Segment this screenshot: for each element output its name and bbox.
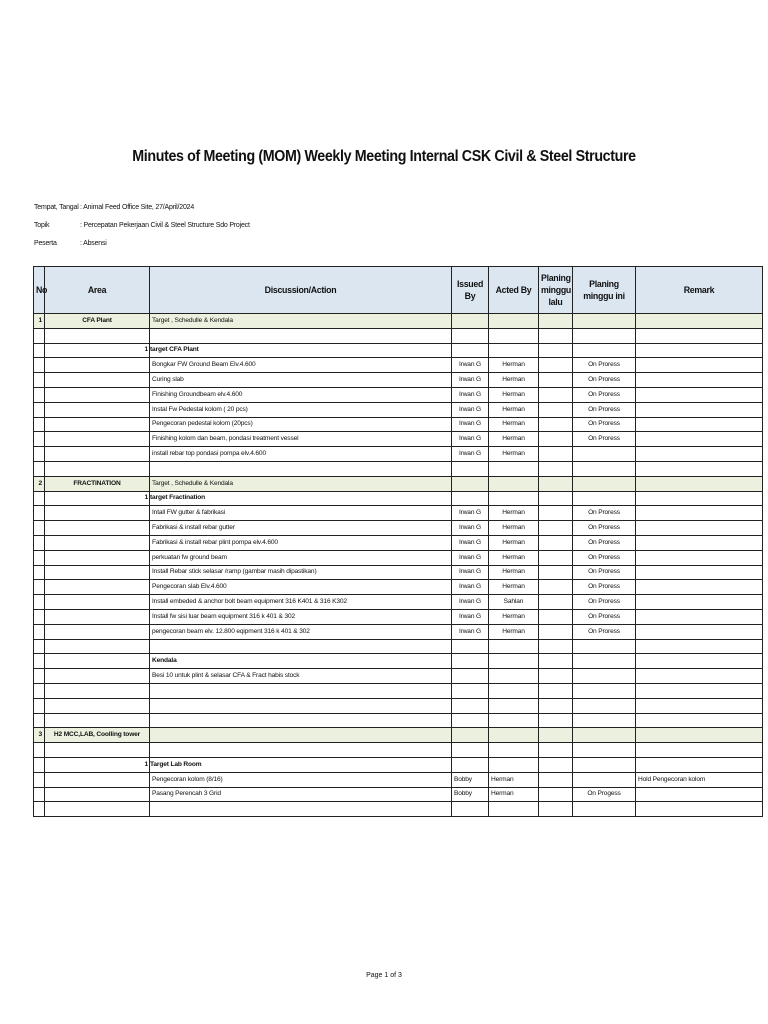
kendala-label-row xyxy=(34,654,763,669)
subsection-row xyxy=(34,491,763,506)
meta-participants-value: : Absensi xyxy=(80,240,107,247)
table-row xyxy=(34,417,763,432)
table-row xyxy=(34,787,763,802)
row-desc: Pengecoran pedestal kolom (20pcs) xyxy=(150,417,452,432)
row-plan-this: On Proress xyxy=(573,550,636,565)
subsection-number: 1 xyxy=(144,760,148,768)
row-plan-this: On Proress xyxy=(573,580,636,595)
row-plan-this: On Proress xyxy=(573,402,636,417)
subsection-number: 1 xyxy=(144,346,148,354)
row-desc: install rebar top pondasi pompa elv.4.600 xyxy=(150,447,452,462)
table-row xyxy=(34,580,763,595)
row-plan-this: On Proress xyxy=(573,565,636,580)
row-acted: Herman xyxy=(489,358,539,373)
row-desc: Curing slab xyxy=(150,373,452,388)
row-desc: Bongkar FW Ground Beam Elv.4.600 xyxy=(150,358,452,373)
empty-row xyxy=(34,461,763,476)
row-desc: Finishing Groundbeam elv.4.600 xyxy=(150,387,452,402)
table-row xyxy=(34,373,763,388)
header-plan-this-week: Planing minggu ini xyxy=(573,267,636,314)
row-issued: Irwan G xyxy=(452,535,489,550)
row-issued: Bobby xyxy=(452,772,489,787)
table-row xyxy=(34,506,763,521)
row-acted: Herman xyxy=(489,624,539,639)
meta-participants-key: Peserta xyxy=(34,240,57,247)
subsection-text: target CFA Plant xyxy=(150,346,199,354)
section-desc xyxy=(150,728,452,743)
header-acted-by: Acted By xyxy=(489,267,539,314)
section-area: CFA Plant xyxy=(45,314,150,329)
row-issued: Irwan G xyxy=(452,387,489,402)
table-row xyxy=(34,432,763,447)
row-remark xyxy=(636,787,763,802)
row-desc: Install embeded & anchor bolt beam equipment 316 K401 & 316 K302 xyxy=(150,595,452,610)
row-plan-this: On Proress xyxy=(573,595,636,610)
row-acted: Herman xyxy=(489,447,539,462)
row-issued: Irwan G xyxy=(452,521,489,536)
meta-topic-value: : Percepatan Pekerjaan Civil & Steel Structure Sdo Project xyxy=(80,222,250,229)
meta-location-value: : Animal Feed Office Site, 27/April/2024 xyxy=(80,204,195,211)
empty-row xyxy=(34,683,763,698)
document-title: Minutes of Meeting (MOM) Weekly Meeting Internal CSK Civil & Steel Structure xyxy=(132,148,636,165)
row-plan-this: On Proress xyxy=(573,358,636,373)
row-acted: Herman xyxy=(489,609,539,624)
row-issued: Irwan G xyxy=(452,432,489,447)
table-row xyxy=(34,609,763,624)
empty-row xyxy=(34,639,763,654)
row-issued: Irwan G xyxy=(452,417,489,432)
row-desc: Finishing kolom dan beam, pondasi treatment vessel xyxy=(150,432,452,447)
kendala-text: Besi 10 untuk plint & selasar CFA & Fract habis stock xyxy=(150,669,452,684)
subsection-label xyxy=(144,343,452,358)
row-plan-this: On Proress xyxy=(573,432,636,447)
row-acted: Herman xyxy=(489,772,539,787)
row-issued: Irwan G xyxy=(452,506,489,521)
row-acted: Herman xyxy=(489,373,539,388)
empty-row xyxy=(34,713,763,728)
empty-row xyxy=(34,328,763,343)
table-row xyxy=(34,402,763,417)
row-issued: Irwan G xyxy=(452,580,489,595)
empty-row xyxy=(34,743,763,758)
table-row xyxy=(34,550,763,565)
table-row xyxy=(34,772,763,787)
row-desc: Install fw sisi luar beam equipment 316 k 401 & 302 xyxy=(150,609,452,624)
meta-location xyxy=(34,204,194,211)
row-acted: Herman xyxy=(489,550,539,565)
table-row xyxy=(34,624,763,639)
header-issued-by: Issued By xyxy=(452,267,489,314)
row-acted: Herman xyxy=(489,521,539,536)
row-plan-this: On Proress xyxy=(573,535,636,550)
row-acted: Herman xyxy=(489,417,539,432)
row-desc: pengecoran beam elv. 12.800 eqipment 316 k 401 & 302 xyxy=(150,624,452,639)
row-plan-this: On Proress xyxy=(573,506,636,521)
row-plan-this: On Progess xyxy=(573,787,636,802)
row-acted: Herman xyxy=(489,506,539,521)
subsection-label xyxy=(144,757,452,772)
row-desc: Pengecoran kolom (8/16) xyxy=(150,772,452,787)
subsection-row xyxy=(34,757,763,772)
row-acted: Herman xyxy=(489,402,539,417)
table-row xyxy=(34,565,763,580)
table-header-row xyxy=(34,267,763,314)
mom-table xyxy=(33,266,763,817)
table-row xyxy=(34,387,763,402)
row-acted: Herman xyxy=(489,432,539,447)
empty-row xyxy=(34,698,763,713)
table-row xyxy=(34,535,763,550)
row-plan-this: On Proress xyxy=(573,417,636,432)
meta-location-key: Tempat, Tangal xyxy=(34,204,79,211)
subsection-row xyxy=(34,343,763,358)
row-plan-this: On Proress xyxy=(573,624,636,639)
header-remark: Remark xyxy=(636,267,763,314)
row-issued: Irwan G xyxy=(452,624,489,639)
row-issued: Irwan G xyxy=(452,595,489,610)
row-plan-this: On Proress xyxy=(573,609,636,624)
table-row xyxy=(34,521,763,536)
section-no: 3 xyxy=(34,728,45,743)
row-desc: perkuatan fw ground beam xyxy=(150,550,452,565)
table-row xyxy=(34,595,763,610)
row-issued: Irwan G xyxy=(452,402,489,417)
subsection-number: 1 xyxy=(144,494,148,502)
row-issued: Irwan G xyxy=(452,565,489,580)
row-plan-this xyxy=(573,447,636,462)
subsection-text: target Fractination xyxy=(150,494,206,502)
meta-topic-key: Topik xyxy=(34,222,50,229)
section-row xyxy=(34,728,763,743)
table-row xyxy=(34,358,763,373)
header-no: No xyxy=(34,267,45,314)
page-footer: Page 1 of 3 xyxy=(366,972,402,979)
section-row xyxy=(34,314,763,329)
row-desc: Install Rebar stick selasar /ramp (gambar masih dipastikan) xyxy=(150,565,452,580)
row-acted: Herman xyxy=(489,787,539,802)
row-acted: Herman xyxy=(489,535,539,550)
meta-participants xyxy=(34,240,107,247)
section-desc: Target , Schedulle & Kendala xyxy=(150,476,452,491)
row-acted: Sahlan xyxy=(489,595,539,610)
empty-row xyxy=(34,802,763,817)
row-acted: Herman xyxy=(489,387,539,402)
row-remark: Hold Pengecoran kolom xyxy=(636,772,763,787)
meta-topic xyxy=(34,222,250,229)
header-plan-last-week: Planing minggu lalu xyxy=(539,267,573,314)
row-issued: Irwan G xyxy=(452,447,489,462)
row-acted: Herman xyxy=(489,580,539,595)
row-issued: Irwan G xyxy=(452,358,489,373)
section-area: H2 MCC,LAB, Coolling tower xyxy=(45,728,150,743)
row-desc: Instal Fw Pedestal kolom ( 20 pcs) xyxy=(150,402,452,417)
row-desc: Fabrikasi & install rebar gutter xyxy=(150,521,452,536)
row-plan-this: On Proress xyxy=(573,373,636,388)
row-desc: Intall FW gutter & fabrikasi xyxy=(150,506,452,521)
section-no: 2 xyxy=(34,476,45,491)
row-issued: Irwan G xyxy=(452,550,489,565)
subsection-text: Target Lab Room xyxy=(150,760,202,768)
row-plan-this: On Proress xyxy=(573,387,636,402)
row-plan-this xyxy=(573,772,636,787)
section-no: 1 xyxy=(34,314,45,329)
row-desc: Fabrikasi & install rebar plint pompa elv.4.600 xyxy=(150,535,452,550)
row-acted: Herman xyxy=(489,565,539,580)
kendala-label: Kendala xyxy=(150,654,452,669)
section-row xyxy=(34,476,763,491)
row-plan-this: On Proress xyxy=(573,521,636,536)
row-issued: Irwan G xyxy=(452,373,489,388)
header-area: Area xyxy=(45,267,150,314)
row-issued: Bobby xyxy=(452,787,489,802)
row-desc: Pasang Perencah 3 Grid xyxy=(150,787,452,802)
section-desc: Target , Schedulle & Kendala xyxy=(150,314,452,329)
row-desc: Pengecoran slab Elv.4.600 xyxy=(150,580,452,595)
table-row xyxy=(34,447,763,462)
header-discussion: Discussion/Action xyxy=(150,267,452,314)
kendala-text-row xyxy=(34,669,763,684)
subsection-label xyxy=(144,491,452,506)
section-area: FRACTINATION xyxy=(45,476,150,491)
row-issued: Irwan G xyxy=(452,609,489,624)
